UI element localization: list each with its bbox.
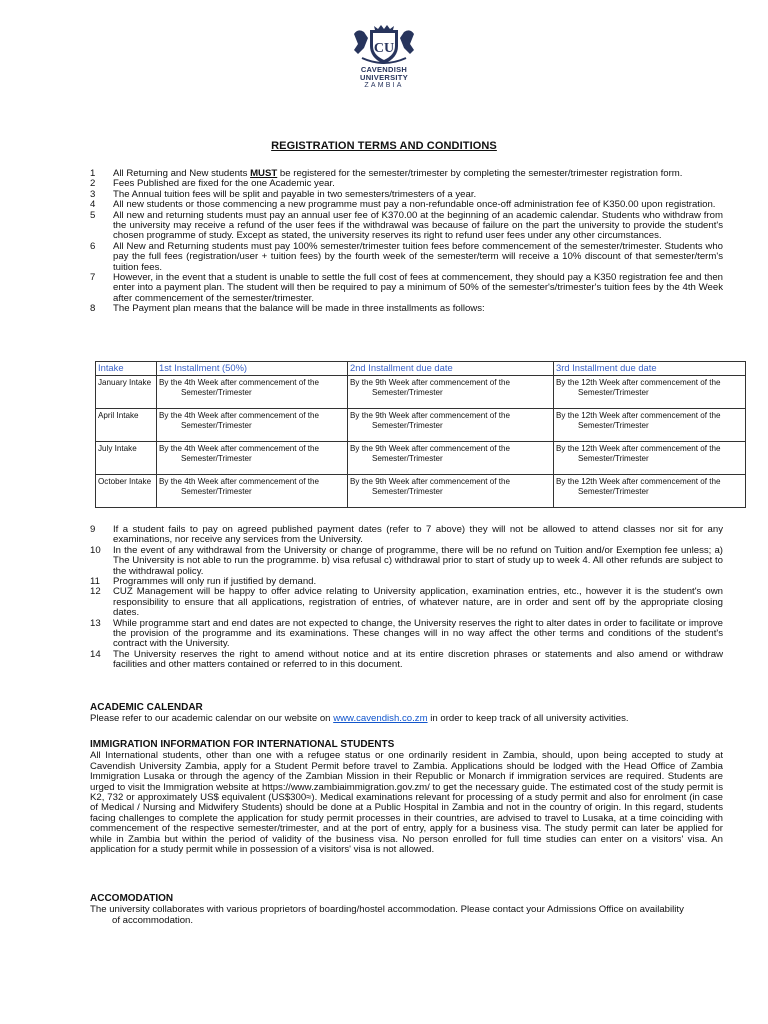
term-text: All Returning and New students <box>113 168 251 179</box>
cell-text: Semester/Trimester <box>372 453 443 463</box>
table-header-cell: Intake <box>96 362 157 376</box>
term-number: 11 <box>90 576 100 588</box>
term-text: All new students or those commencing a new programme must pay a non-refundable once-off administration fee of K350.00 upon registration. <box>113 199 716 211</box>
cell-text: Semester/Trimester <box>578 453 649 463</box>
cell-text: By the 12th Week after commencement of the <box>556 378 721 387</box>
intake-cell: October Intake <box>96 475 157 508</box>
term-number: 10 <box>90 544 101 556</box>
cell-text: By the 4th Week after commencement of the <box>159 444 320 453</box>
term-number: 5 <box>90 209 96 221</box>
installment-cell <box>157 475 348 508</box>
logo-line-3: ZAMBIA <box>364 82 404 89</box>
website-link[interactable]: www.cavendish.co.zm <box>333 713 428 725</box>
crest-icon <box>348 24 420 66</box>
term-item <box>90 525 723 546</box>
term-item <box>90 211 723 242</box>
term-number: 7 <box>90 272 96 284</box>
cell-text: By the 4th Week after commencement of the <box>159 477 320 486</box>
payment-plan-table <box>95 361 746 508</box>
term-item <box>90 546 723 577</box>
cell-text: By the 4th Week after commencement of the <box>159 378 320 387</box>
term-item <box>90 304 723 314</box>
installment-cell <box>554 376 746 409</box>
term-item <box>90 587 723 618</box>
cell-text: Semester/Trimester <box>578 420 649 430</box>
table-row <box>96 409 746 442</box>
installment-cell <box>157 376 348 409</box>
term-number: 1 <box>90 168 96 179</box>
term-text: In the event of any withdrawal from the University or change of programme, there will be no refund on Tuition and/or Exemption fee unless; a) The University is not able to run the programme. b) visa refusal c) withdrawal prior to start of study up to week 4. All other refunds are subject to the withdrawal policy. <box>113 544 723 577</box>
cell-text: Semester/Trimester <box>578 387 649 397</box>
term-number: 6 <box>90 240 96 252</box>
cell-text: Semester/Trimester <box>181 453 252 463</box>
crest-monogram: CU <box>373 41 395 56</box>
term-number: 12 <box>90 586 101 598</box>
term-emphasis: MUST <box>250 168 278 179</box>
section-text: The university collaborates with various proprietors of boarding/hostel accommodation. Please contact your Admissions Office on availability <box>90 904 684 916</box>
section-text <box>90 714 723 724</box>
cell-text: By the 9th Week after commencement of the <box>350 378 511 387</box>
term-number: 2 <box>90 178 96 190</box>
document-title: REGISTRATION TERMS AND CONDITIONS <box>271 140 497 152</box>
cell-text: By the 9th Week after commencement of the <box>350 477 511 486</box>
term-number: 4 <box>90 199 96 211</box>
academic-calendar-section <box>90 703 723 725</box>
table-header-row <box>96 362 746 376</box>
term-text: While programme start and end dates are not expected to change, the University reserves the right to alter dates in order to facilitate or improve the provision of the programme and its examinations. These changes will in no way affect the other terms and conditions of the student's contract with the University. <box>113 617 723 650</box>
term-text: The Annual tuition fees will be split and payable in two semesters/trimesters of a year. <box>113 188 477 200</box>
term-number: 8 <box>90 303 96 315</box>
cell-text: Semester/Trimester <box>372 387 443 397</box>
term-text: All New and Returning students must pay 100% semester/trimester tuition fees before commencement of the semester/trimester. Students who pay the full fees (registration/user + tuition fees) by the fourth week of the semester/term will receive a 10% discount of that semester/term's tuition fees. <box>113 240 723 273</box>
cell-text: By the 12th Week after commencement of the <box>556 477 721 486</box>
section-text: All International students, other than one with a refugee status or one ordinarily resident in Zambia, should, upon being accepted to study at Cavendish University Zambia, apply for a Student Permit before travel to Zambia. Applications should be lodged with the Head Office of Zambia Immigration Lusaka or through the agency of the Zambian Mission in their Republic or Monarch if immigration services are required. Students are urged to visit the Immigration website at https://www.zambiaimmigration.gov.zm/ to get the necessary guide. The estimated cost of the study permit is K2, 732 or approximately US$ equivalent (US$300≈). Medical examinations relevant for processing of a study permit and also for enrolment (in case of Medical / Nursing and Midwifery Students) should be done at a Public Hospital in Zambia and not in the country of origin. In this regard, students facing challenges to complete the application for study permit processes in their countries, are advised to travel to Lusaka, at a time coinciding with commencement of the respective semester/trimester, and at the port of entry, apply for a business visa. The study permit can later be applied for while in Zambia but within the period of validity of the business visa. No person enrolled for full time studies can enter on a visitors' visa. An application for a study permit while in possession of a visitors' visa is not allowed. <box>90 750 723 856</box>
calendar-text: Please refer to our academic calendar on our website on <box>90 713 334 725</box>
immigration-section <box>90 740 723 855</box>
table-header-cell: 2nd Installment due date <box>348 362 554 376</box>
logo-line-1: CAVENDISH <box>360 65 408 74</box>
table-row <box>96 442 746 475</box>
term-item <box>90 650 723 671</box>
university-logo <box>336 24 432 104</box>
installment-cell <box>348 442 554 475</box>
cell-text: Semester/Trimester <box>181 486 252 496</box>
table-row <box>96 376 746 409</box>
intake-cell: April Intake <box>96 409 157 442</box>
installment-cell <box>157 409 348 442</box>
cell-text: Semester/Trimester <box>578 486 649 496</box>
term-number: 13 <box>90 617 101 629</box>
term-text: All new and returning students must pay an annual user fee of K370.00 at the beginning of an academic calendar. Students who withdraw from the university may receive a refund of the user fees if the withdrawal was because of failure on the part the university to provide the student's chosen programme of study. Except as stated, the university reserves its right to refund user fees under any other circumstances. <box>113 209 723 242</box>
installment-cell <box>348 376 554 409</box>
cell-text: By the 12th Week after commencement of the <box>556 411 721 420</box>
intake-cell: January Intake <box>96 376 157 409</box>
term-text: Programmes will only run if justified by demand. <box>113 576 317 588</box>
accommodation-section <box>90 894 723 926</box>
section-heading: ACADEMIC CALENDAR <box>90 702 203 713</box>
term-text: However, in the event that a student is unable to settle the full cost of fees at commencement, they should pay a K350 registration fee and then enter into a payment plan. The student will then be required to pay a minimum of 50% of the semester's/trimester's tuition fees by the 4th Week after commencement of the semester/trimester. <box>113 272 723 304</box>
cell-text: Semester/Trimester <box>181 387 252 397</box>
installment-cell <box>554 442 746 475</box>
term-text: be registered for the semester/trimester by completing the semester/trimester registration form. <box>277 168 683 179</box>
table-header-cell: 3rd Installment due date <box>554 362 746 376</box>
term-text: The University reserves the right to amend without notice and at its entire discretion phrases or statements and also amend or withdraw facilities and other matters contained or referred to in this document. <box>113 648 723 671</box>
cell-text: Semester/Trimester <box>372 420 443 430</box>
term-number: 3 <box>90 188 96 200</box>
section-heading: ACCOMODATION <box>90 893 174 904</box>
installment-cell <box>348 475 554 508</box>
cell-text: By the 9th Week after commencement of the <box>350 411 511 420</box>
table-row <box>96 475 746 508</box>
cell-text: Semester/Trimester <box>372 486 443 496</box>
term-item <box>90 619 723 650</box>
installment-cell <box>348 409 554 442</box>
cell-text: Semester/Trimester <box>181 420 252 430</box>
term-number: 14 <box>90 648 101 660</box>
term-item <box>90 242 723 273</box>
term-text: Fees Published are fixed for the one Academic year. <box>113 178 335 190</box>
terms-list-continued <box>90 525 723 671</box>
section-text: of accommodation. <box>112 914 194 926</box>
installment-cell <box>554 409 746 442</box>
table-header-cell: 1st Installment (50%) <box>157 362 348 376</box>
calendar-text: in order to keep track of all university activities. <box>427 713 629 725</box>
installment-cell <box>554 475 746 508</box>
logo-line-2: UNIVERSITY <box>359 73 408 82</box>
section-heading: IMMIGRATION INFORMATION FOR INTERNATIONAL STUDENTS <box>90 739 395 750</box>
installment-cell <box>157 442 348 475</box>
terms-list <box>90 169 723 315</box>
term-text: If a student fails to pay on agreed published payment dates (refer to 7 above) they will not be allowed to attend classes nor sit for any examinations, nor receive any services from the University. <box>113 524 723 546</box>
cell-text: By the 4th Week after commencement of the <box>159 411 320 420</box>
cell-text: By the 12th Week after commencement of the <box>556 444 721 453</box>
cell-text: By the 9th Week after commencement of the <box>350 444 511 453</box>
term-number: 9 <box>90 524 96 535</box>
term-text: The Payment plan means that the balance will be made in three installments as follows: <box>113 303 485 315</box>
term-item <box>90 273 723 304</box>
term-text: CUZ Management will be happy to offer advice relating to University application, examination entries, etc., however it is the student's own responsibility to ensure that all applications, registration of entries, of whatever nature, are in order and sent off by the appropriate closing dates. <box>113 586 723 619</box>
intake-cell: July Intake <box>96 442 157 475</box>
